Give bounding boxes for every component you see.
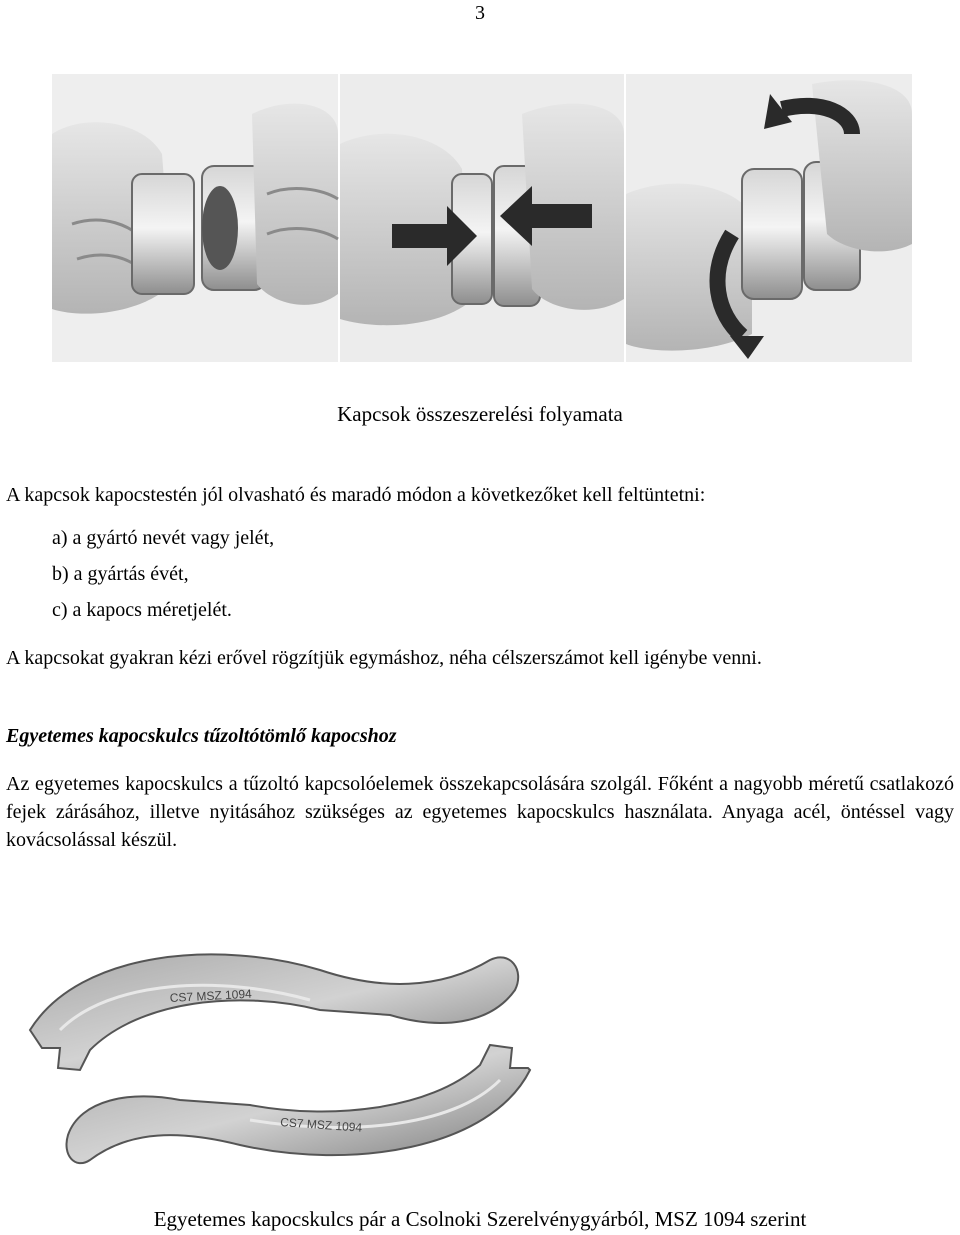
intro-paragraph: A kapcsok kapocstestén jól olvasható és maradó módon a következőket kell feltüntetni: [6, 484, 706, 506]
wrench-lower [67, 1045, 530, 1163]
photo-panel-1 [52, 74, 338, 362]
wrench-pair-photo [20, 930, 540, 1210]
svg-text:CS7 MSZ 1094: CS7 MSZ 1094 [279, 1115, 363, 1135]
list-item: a) a gyártó nevét vagy jelét, [52, 527, 275, 549]
photo-panel-2 [340, 74, 624, 362]
assembly-caption: Kapcsok összeszerelési folyamata [337, 402, 623, 426]
wrench-upper [30, 954, 518, 1070]
photo-panel-3 [626, 74, 912, 362]
list-item: b) a gyártás évét, [52, 563, 189, 585]
coupling-assembly-photo [52, 74, 912, 362]
description-paragraph: Az egyetemes kapocskulcs a tűzoltó kapcsolóelemek összekapcsolására szolgál. Főként a nagyobb méretű csatlakozó fejek zárásához, illetve nyitásához szükséges az egyetemes kapocskulcs használata. Anyaga acél, öntéssel vagy kovácsolással készül. [6, 773, 954, 851]
note-paragraph: A kapcsokat gyakran kézi erővel rögzítjük egymáshoz, néha célszerszámot kell igénybe venni. [6, 647, 762, 669]
svg-text:CS7 MSZ 1094: CS7 MSZ 1094 [169, 986, 253, 1005]
wrench-caption: Egyetemes kapocskulcs pár a Csolnoki Szerelvénygyárból, MSZ 1094 szerint [153, 1207, 807, 1231]
list-item: c) a kapocs méretjelét. [52, 599, 232, 621]
section-heading: Egyetemes kapocskulcs tűzoltótömlő kapocshoz [6, 725, 397, 747]
page-number: 3 [475, 2, 485, 24]
